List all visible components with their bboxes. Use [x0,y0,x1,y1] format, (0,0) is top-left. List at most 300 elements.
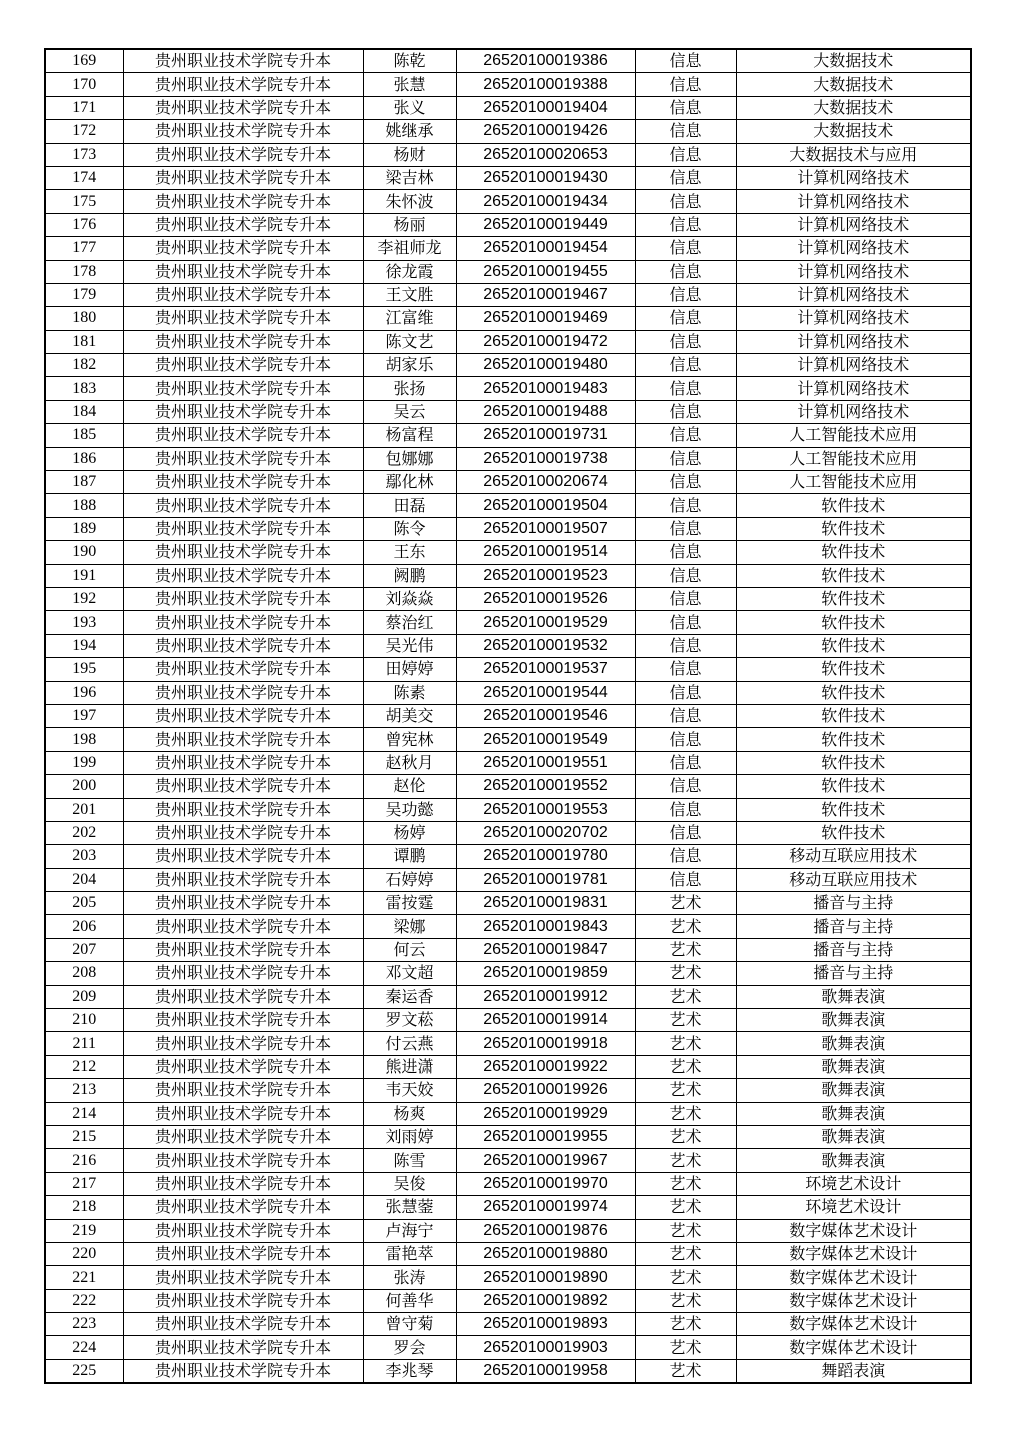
table-row [45,49,971,73]
table-row [45,166,971,189]
department-cell: 信息 [635,96,736,119]
table-row [45,587,971,610]
row-number-cell: 192 [45,587,123,610]
exam-id-cell: 26520100019480 [456,354,635,377]
table-row [45,728,971,751]
student-name-cell: 杨富程 [363,424,456,447]
school-cell: 贵州职业技术学院专升本 [123,1009,363,1032]
student-name-cell: 何善华 [363,1289,456,1312]
department-cell: 信息 [635,424,736,447]
exam-id-cell: 26520100019488 [456,400,635,423]
exam-id-cell: 26520100019469 [456,307,635,330]
school-cell: 贵州职业技术学院专升本 [123,377,363,400]
table-row [45,1032,971,1055]
row-number-cell: 190 [45,541,123,564]
exam-id-cell: 26520100019386 [456,49,635,73]
major-cell: 数字媒体艺术设计 [736,1336,971,1359]
student-name-cell: 谭鹏 [363,845,456,868]
row-number-cell: 220 [45,1242,123,1265]
major-cell: 计算机网络技术 [736,166,971,189]
major-cell: 歌舞表演 [736,1149,971,1172]
row-number-cell: 215 [45,1125,123,1148]
department-cell: 信息 [635,775,736,798]
school-cell: 贵州职业技术学院专升本 [123,1219,363,1242]
department-cell: 艺术 [635,1055,736,1078]
row-number-cell: 182 [45,354,123,377]
department-cell: 艺术 [635,1219,736,1242]
exam-id-cell: 26520100019926 [456,1079,635,1102]
table-row [45,1009,971,1032]
department-cell: 艺术 [635,938,736,961]
student-name-cell: 何云 [363,938,456,961]
department-cell: 信息 [635,634,736,657]
table-row [45,1196,971,1219]
student-name-cell: 田婷婷 [363,658,456,681]
student-name-cell: 雷按霆 [363,892,456,915]
row-number-cell: 212 [45,1055,123,1078]
table-row [45,821,971,844]
exam-id-cell: 26520100019546 [456,704,635,727]
department-cell: 信息 [635,190,736,213]
table-row [45,237,971,260]
row-number-cell: 172 [45,120,123,143]
major-cell: 人工智能技术应用 [736,424,971,447]
major-cell: 计算机网络技术 [736,213,971,236]
table-row [45,120,971,143]
table-row [45,1242,971,1265]
department-cell: 艺术 [635,1102,736,1125]
table-row [45,751,971,774]
exam-id-cell: 26520100019507 [456,517,635,540]
student-name-cell: 胡美交 [363,704,456,727]
major-cell: 软件技术 [736,494,971,517]
major-cell: 歌舞表演 [736,985,971,1008]
exam-id-cell: 26520100019929 [456,1102,635,1125]
major-cell: 舞蹈表演 [736,1359,971,1383]
table-row [45,190,971,213]
major-cell: 人工智能技术应用 [736,471,971,494]
student-name-cell: 杨婷 [363,821,456,844]
row-number-cell: 209 [45,985,123,1008]
table-row [45,96,971,119]
student-name-cell: 蔡治红 [363,611,456,634]
school-cell: 贵州职业技术学院专升本 [123,821,363,844]
row-number-cell: 214 [45,1102,123,1125]
exam-id-cell: 26520100019472 [456,330,635,353]
table-row [45,1149,971,1172]
exam-id-cell: 26520100019552 [456,775,635,798]
major-cell: 环境艺术设计 [736,1172,971,1195]
major-cell: 计算机网络技术 [736,354,971,377]
major-cell: 软件技术 [736,704,971,727]
student-name-cell: 张涛 [363,1266,456,1289]
exam-id-cell: 26520100019903 [456,1336,635,1359]
row-number-cell: 189 [45,517,123,540]
row-number-cell: 170 [45,73,123,96]
table-row [45,798,971,821]
school-cell: 贵州职业技术学院专升本 [123,447,363,470]
department-cell: 信息 [635,845,736,868]
major-cell: 软件技术 [736,541,971,564]
table-row [45,915,971,938]
school-cell: 贵州职业技术学院专升本 [123,1102,363,1125]
major-cell: 软件技术 [736,821,971,844]
department-cell: 信息 [635,283,736,306]
department-cell: 信息 [635,260,736,283]
student-name-cell: 石婷婷 [363,868,456,891]
table-row [45,962,971,985]
major-cell: 数字媒体艺术设计 [736,1313,971,1336]
table-row [45,1359,971,1383]
table-row [45,658,971,681]
table-row [45,938,971,961]
row-number-cell: 203 [45,845,123,868]
table-row [45,1125,971,1148]
student-name-cell: 秦运香 [363,985,456,1008]
student-name-cell: 杨财 [363,143,456,166]
table-row [45,681,971,704]
student-name-cell: 王东 [363,541,456,564]
row-number-cell: 201 [45,798,123,821]
major-cell: 歌舞表演 [736,1055,971,1078]
student-name-cell: 赵秋月 [363,751,456,774]
exam-id-cell: 26520100019847 [456,938,635,961]
major-cell: 软件技术 [736,775,971,798]
student-name-cell: 李兆琴 [363,1359,456,1383]
exam-id-cell: 26520100019426 [456,120,635,143]
major-cell: 软件技术 [736,611,971,634]
student-name-cell: 曾宪林 [363,728,456,751]
student-name-cell: 罗会 [363,1336,456,1359]
student-name-cell: 张扬 [363,377,456,400]
row-number-cell: 204 [45,868,123,891]
major-cell: 大数据技术 [736,96,971,119]
table-row [45,283,971,306]
row-number-cell: 208 [45,962,123,985]
department-cell: 艺术 [635,1289,736,1312]
major-cell: 歌舞表演 [736,1102,971,1125]
row-number-cell: 177 [45,237,123,260]
school-cell: 贵州职业技术学院专升本 [123,587,363,610]
school-cell: 贵州职业技术学院专升本 [123,517,363,540]
table-row [45,330,971,353]
student-name-cell: 吴云 [363,400,456,423]
student-name-cell: 梁娜 [363,915,456,938]
table-row [45,400,971,423]
student-name-cell: 王文胜 [363,283,456,306]
row-number-cell: 187 [45,471,123,494]
table-row [45,775,971,798]
student-name-cell: 梁吉林 [363,166,456,189]
row-number-cell: 194 [45,634,123,657]
major-cell: 人工智能技术应用 [736,447,971,470]
row-number-cell: 222 [45,1289,123,1312]
table-row [45,517,971,540]
exam-id-cell: 26520100019529 [456,611,635,634]
row-number-cell: 206 [45,915,123,938]
school-cell: 贵州职业技术学院专升本 [123,49,363,73]
major-cell: 播音与主持 [736,938,971,961]
school-cell: 贵州职业技术学院专升本 [123,120,363,143]
department-cell: 信息 [635,120,736,143]
row-number-cell: 207 [45,938,123,961]
major-cell: 计算机网络技术 [736,283,971,306]
exam-id-cell: 26520100019454 [456,237,635,260]
student-name-cell: 杨丽 [363,213,456,236]
table-row [45,424,971,447]
major-cell: 数字媒体艺术设计 [736,1219,971,1242]
major-cell: 计算机网络技术 [736,330,971,353]
department-cell: 艺术 [635,962,736,985]
table-row [45,260,971,283]
exam-id-cell: 26520100019892 [456,1289,635,1312]
department-cell: 艺术 [635,915,736,938]
exam-id-cell: 26520100019876 [456,1219,635,1242]
student-name-cell: 姚继承 [363,120,456,143]
exam-id-cell: 26520100019738 [456,447,635,470]
major-cell: 环境艺术设计 [736,1196,971,1219]
department-cell: 艺术 [635,1196,736,1219]
exam-id-cell: 26520100019455 [456,260,635,283]
major-cell: 数字媒体艺术设计 [736,1289,971,1312]
department-cell: 信息 [635,377,736,400]
table-row [45,1289,971,1312]
department-cell: 信息 [635,611,736,634]
department-cell: 信息 [635,494,736,517]
row-number-cell: 174 [45,166,123,189]
exam-id-cell: 26520100019544 [456,681,635,704]
row-number-cell: 199 [45,751,123,774]
school-cell: 贵州职业技术学院专升本 [123,658,363,681]
department-cell: 信息 [635,587,736,610]
school-cell: 贵州职业技术学院专升本 [123,845,363,868]
major-cell: 大数据技术 [736,120,971,143]
row-number-cell: 180 [45,307,123,330]
student-name-cell: 张义 [363,96,456,119]
exam-id-cell: 26520100019549 [456,728,635,751]
student-name-cell: 李祖师龙 [363,237,456,260]
department-cell: 艺术 [635,1032,736,1055]
student-name-cell: 吴功懿 [363,798,456,821]
department-cell: 信息 [635,471,736,494]
exam-id-cell: 26520100019532 [456,634,635,657]
school-cell: 贵州职业技术学院专升本 [123,260,363,283]
exam-id-cell: 26520100019843 [456,915,635,938]
row-number-cell: 184 [45,400,123,423]
school-cell: 贵州职业技术学院专升本 [123,354,363,377]
row-number-cell: 181 [45,330,123,353]
school-cell: 贵州职业技术学院专升本 [123,915,363,938]
student-name-cell: 田磊 [363,494,456,517]
student-name-cell: 陈乾 [363,49,456,73]
table-row [45,634,971,657]
school-cell: 贵州职业技术学院专升本 [123,962,363,985]
student-name-cell: 刘焱焱 [363,587,456,610]
major-cell: 大数据技术与应用 [736,143,971,166]
department-cell: 艺术 [635,1172,736,1195]
row-number-cell: 216 [45,1149,123,1172]
school-cell: 贵州职业技术学院专升本 [123,1359,363,1383]
major-cell: 歌舞表演 [736,1009,971,1032]
table-row [45,892,971,915]
school-cell: 贵州职业技术学院专升本 [123,681,363,704]
department-cell: 信息 [635,658,736,681]
department-cell: 信息 [635,704,736,727]
department-cell: 信息 [635,541,736,564]
table-row [45,143,971,166]
department-cell: 艺术 [635,985,736,1008]
school-cell: 贵州职业技术学院专升本 [123,798,363,821]
table-row [45,1336,971,1359]
major-cell: 软件技术 [736,517,971,540]
exam-id-cell: 26520100019731 [456,424,635,447]
table-row [45,541,971,564]
student-name-cell: 罗文菘 [363,1009,456,1032]
student-name-cell: 江富维 [363,307,456,330]
department-cell: 信息 [635,330,736,353]
school-cell: 贵州职业技术学院专升本 [123,1079,363,1102]
exam-id-cell: 26520100019430 [456,166,635,189]
department-cell: 信息 [635,868,736,891]
row-number-cell: 225 [45,1359,123,1383]
exam-id-cell: 26520100019553 [456,798,635,821]
exam-id-cell: 26520100020674 [456,471,635,494]
department-cell: 信息 [635,400,736,423]
exam-id-cell: 26520100019551 [456,751,635,774]
school-cell: 贵州职业技术学院专升本 [123,704,363,727]
major-cell: 歌舞表演 [736,1125,971,1148]
exam-id-cell: 26520100019831 [456,892,635,915]
department-cell: 信息 [635,447,736,470]
table-row [45,985,971,1008]
table-row [45,564,971,587]
school-cell: 贵州职业技术学院专升本 [123,1172,363,1195]
school-cell: 贵州职业技术学院专升本 [123,892,363,915]
major-cell: 软件技术 [736,728,971,751]
student-name-cell: 阙鹏 [363,564,456,587]
major-cell: 软件技术 [736,634,971,657]
student-name-cell: 卢海宁 [363,1219,456,1242]
row-number-cell: 210 [45,1009,123,1032]
admission-list-table [44,48,972,1384]
department-cell: 信息 [635,307,736,330]
row-number-cell: 200 [45,775,123,798]
school-cell: 贵州职业技术学院专升本 [123,1032,363,1055]
school-cell: 贵州职业技术学院专升本 [123,938,363,961]
exam-id-cell: 26520100019922 [456,1055,635,1078]
major-cell: 计算机网络技术 [736,377,971,400]
department-cell: 信息 [635,49,736,73]
student-name-cell: 刘雨婷 [363,1125,456,1148]
table-row [45,1313,971,1336]
major-cell: 数字媒体艺术设计 [736,1242,971,1265]
exam-id-cell: 26520100019434 [456,190,635,213]
row-number-cell: 188 [45,494,123,517]
student-name-cell: 鄢化林 [363,471,456,494]
table-row [45,845,971,868]
school-cell: 贵州职业技术学院专升本 [123,96,363,119]
student-name-cell: 赵伦 [363,775,456,798]
department-cell: 信息 [635,821,736,844]
school-cell: 贵州职业技术学院专升本 [123,868,363,891]
school-cell: 贵州职业技术学院专升本 [123,751,363,774]
student-name-cell: 熊进潇 [363,1055,456,1078]
student-name-cell: 张慧 [363,73,456,96]
row-number-cell: 179 [45,283,123,306]
exam-id-cell: 26520100019955 [456,1125,635,1148]
student-name-cell: 胡家乐 [363,354,456,377]
department-cell: 信息 [635,798,736,821]
exam-id-cell: 26520100019918 [456,1032,635,1055]
student-name-cell: 陈令 [363,517,456,540]
student-name-cell: 韦天姣 [363,1079,456,1102]
department-cell: 艺术 [635,1009,736,1032]
school-cell: 贵州职业技术学院专升本 [123,166,363,189]
row-number-cell: 221 [45,1266,123,1289]
school-cell: 贵州职业技术学院专升本 [123,1125,363,1148]
exam-id-cell: 26520100019974 [456,1196,635,1219]
exam-id-cell: 26520100019483 [456,377,635,400]
student-name-cell: 陈文艺 [363,330,456,353]
table-row [45,354,971,377]
major-cell: 软件技术 [736,751,971,774]
school-cell: 贵州职业技术学院专升本 [123,1289,363,1312]
table-row [45,471,971,494]
exam-id-cell: 26520100019388 [456,73,635,96]
exam-id-cell: 26520100019526 [456,587,635,610]
school-cell: 贵州职业技术学院专升本 [123,1196,363,1219]
school-cell: 贵州职业技术学院专升本 [123,1313,363,1336]
school-cell: 贵州职业技术学院专升本 [123,143,363,166]
student-name-cell: 陈素 [363,681,456,704]
exam-id-cell: 26520100019958 [456,1359,635,1383]
major-cell: 软件技术 [736,587,971,610]
table-row [45,1055,971,1078]
row-number-cell: 202 [45,821,123,844]
exam-id-cell: 26520100019514 [456,541,635,564]
row-number-cell: 193 [45,611,123,634]
table-row [45,1102,971,1125]
exam-id-cell: 26520100019890 [456,1266,635,1289]
department-cell: 信息 [635,143,736,166]
department-cell: 信息 [635,354,736,377]
student-name-cell: 吴光伟 [363,634,456,657]
row-number-cell: 185 [45,424,123,447]
row-number-cell: 191 [45,564,123,587]
student-name-cell: 包娜娜 [363,447,456,470]
department-cell: 信息 [635,751,736,774]
department-cell: 信息 [635,73,736,96]
major-cell: 计算机网络技术 [736,400,971,423]
school-cell: 贵州职业技术学院专升本 [123,634,363,657]
row-number-cell: 173 [45,143,123,166]
exam-id-cell: 26520100019967 [456,1149,635,1172]
table-row [45,307,971,330]
school-cell: 贵州职业技术学院专升本 [123,307,363,330]
row-number-cell: 171 [45,96,123,119]
exam-id-cell: 26520100019970 [456,1172,635,1195]
student-name-cell: 曾守菊 [363,1313,456,1336]
exam-id-cell: 26520100019893 [456,1313,635,1336]
exam-id-cell: 26520100019467 [456,283,635,306]
department-cell: 艺术 [635,1149,736,1172]
school-cell: 贵州职业技术学院专升本 [123,190,363,213]
major-cell: 大数据技术 [736,49,971,73]
exam-id-cell: 26520100019449 [456,213,635,236]
major-cell: 大数据技术 [736,73,971,96]
exam-id-cell: 26520100019537 [456,658,635,681]
table-row [45,213,971,236]
